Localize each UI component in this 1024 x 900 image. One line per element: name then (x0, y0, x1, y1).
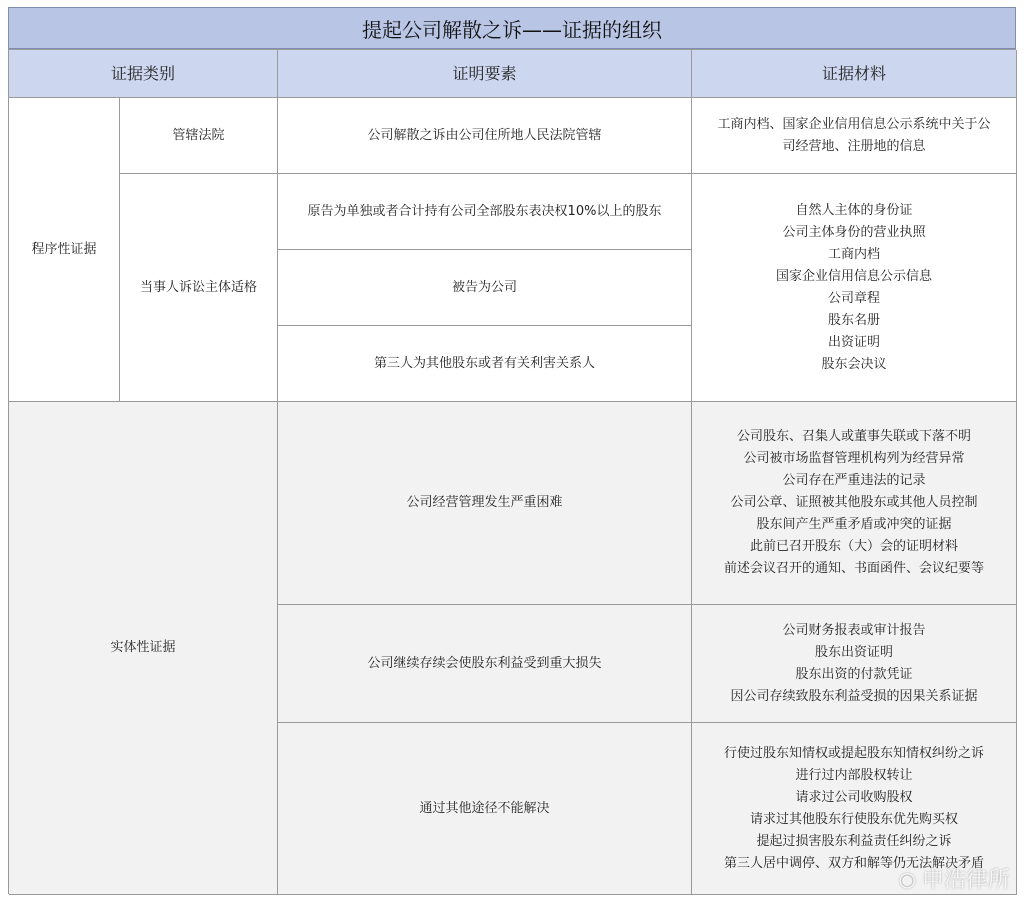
party-element-defendant: 被告为公司 (278, 250, 692, 326)
header-element: 证明要素 (278, 50, 692, 98)
material-line: 股东名册 (827, 312, 880, 328)
material-line: 请求过其他股东行使股东优先购买权 (749, 811, 958, 827)
material-line: 公司财务报表或审计报告 (782, 622, 926, 638)
party-sub: 当事人诉讼主体适格 (120, 174, 278, 402)
material-line: 提起过损害股东利益责任纠纷之诉 (756, 833, 952, 849)
material-line: 进行过内部股权转让 (795, 767, 913, 783)
court-sub: 管辖法院 (120, 98, 278, 174)
table-title: 提起公司解散之诉——证据的组织 (8, 7, 1016, 49)
weibo-icon: ◉ (898, 866, 916, 891)
material-line: 前述会议召开的通知、书面函件、会议纪要等 (723, 561, 984, 576)
material-line: 第三人居中调停、双方和解等仍无法解决矛盾 (723, 855, 984, 871)
material-line: 出资证明 (827, 334, 880, 350)
substantive-element-loss: 公司继续存续会使股东利益受到重大损失 (278, 605, 692, 723)
material-line: 股东间产生严重矛盾或冲突的证据 (756, 517, 952, 532)
material-line: 工商内档 (827, 246, 880, 262)
procedural-category: 程序性证据 (9, 98, 120, 402)
material-line: 自然人主体的身份证 (795, 202, 913, 218)
material-line: 公司被市场监督管理机构列为经营异常 (743, 451, 965, 466)
material-line: 行使过股东知情权或提起股东知情权纠纷之诉 (723, 745, 984, 761)
material-line: 因公司存续致股东利益受损的因果关系证据 (730, 688, 978, 704)
evidence-table (8, 49, 1016, 894)
header-category: 证据类别 (9, 50, 278, 98)
material-line: 国家企业信用信息公示信息 (775, 268, 932, 284)
substantive-element-difficulty: 公司经营管理发生严重困难 (278, 402, 692, 605)
material-line: 公司章程 (827, 290, 880, 306)
material-line: 股东出资证明 (814, 644, 893, 660)
material-line: 公司主体身份的营业执照 (782, 224, 926, 240)
material-line: 公司公章、证照被其他股东或其他人员控制 (730, 495, 978, 510)
party-materials (692, 174, 1017, 402)
material-line: 公司存在严重违法的记录 (782, 473, 926, 488)
material-line: 请求过公司收购股权 (795, 789, 913, 805)
material-line: 司经营地、注册地的信息 (782, 138, 926, 154)
substantive-materials-loss (692, 605, 1017, 723)
watermark (899, 863, 1010, 894)
party-element-third: 第三人为其他股东或者有关利害关系人 (278, 326, 692, 402)
court-element: 公司解散之诉由公司住所地人民法院管辖 (278, 98, 692, 174)
material-line: 公司股东、召集人或董事失联或下落不明 (736, 429, 971, 444)
party-element-plaintiff: 原告为单独或者合计持有公司全部股东表决权10%以上的股东 (278, 174, 692, 250)
substantive-category: 实体性证据 (9, 402, 278, 895)
substantive-materials-difficulty (692, 402, 1017, 605)
material-line: 股东出资的付款凭证 (795, 666, 913, 682)
watermark-text: 申浩律所 (921, 868, 1010, 893)
material-line: 工商内档、国家企业信用信息公示系统中关于公 (717, 116, 991, 132)
substantive-element-other: 通过其他途径不能解决 (278, 723, 692, 895)
material-line: 此前已召开股东（大）会的证明材料 (749, 539, 958, 554)
header-material: 证据材料 (692, 50, 1017, 98)
court-materials (692, 98, 1017, 174)
material-line: 股东会决议 (821, 356, 887, 372)
